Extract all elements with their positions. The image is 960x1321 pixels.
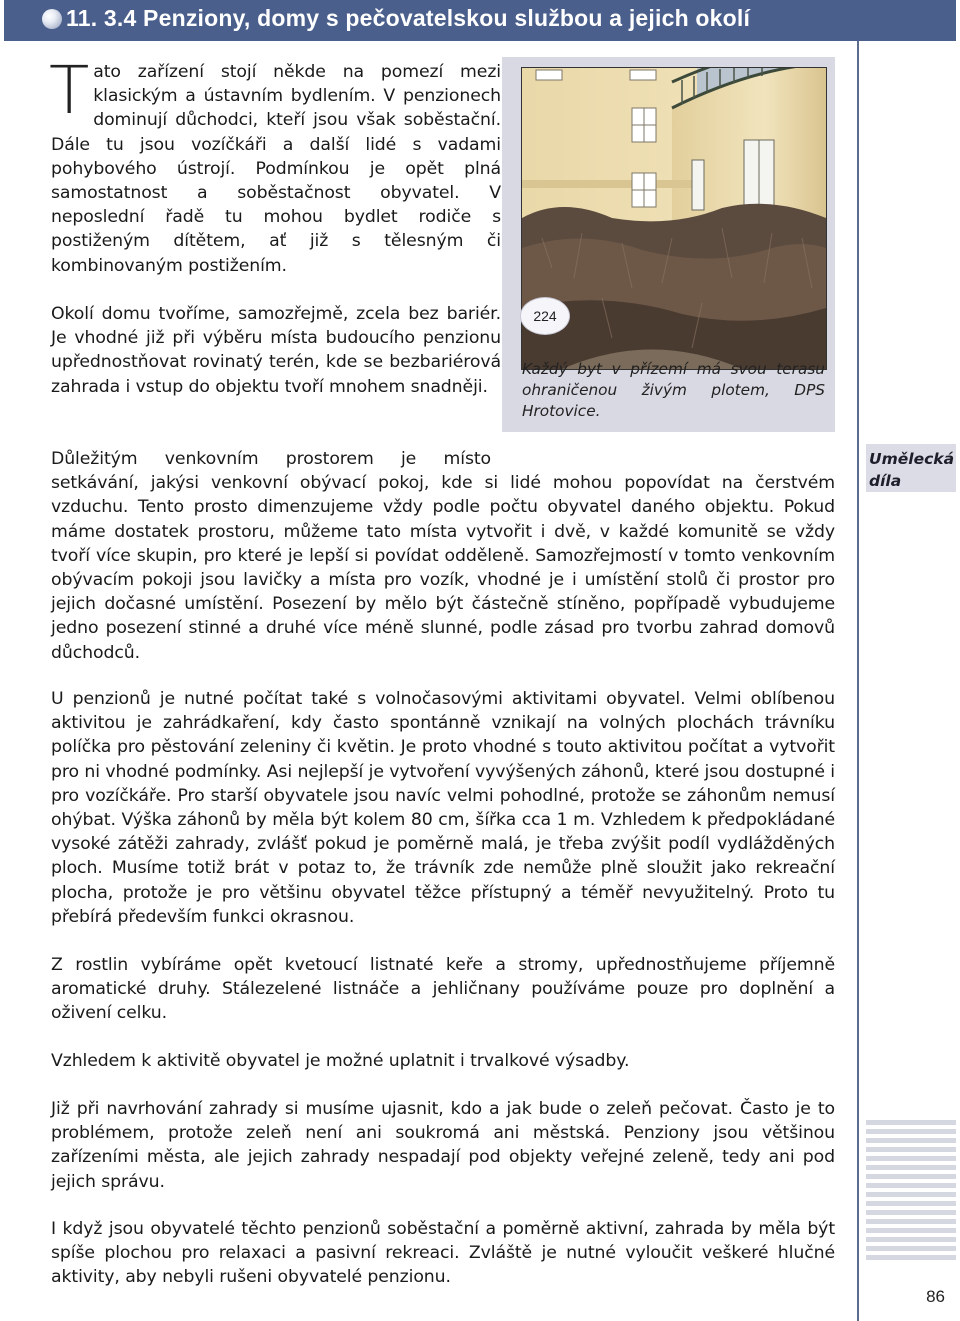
drop-cap: T	[49, 52, 90, 129]
body-paragraph-6: I když jsou obyvatelé těchto penzionů soběstační a poměrně aktivní, zahrada by měla být spíše plochou pro relaxaci a pasivní rekreaci. Zvláště je nutné vyloučit veškeré hlučné aktivity, aby nebyli rušeni obyvatelé penzionu.	[51, 1219, 835, 1288]
stripe	[866, 1183, 956, 1188]
stripe	[866, 1129, 956, 1134]
page-number: 86	[926, 1287, 945, 1306]
section-side-label: Umělecká díla	[866, 444, 956, 492]
stripe	[866, 1246, 956, 1251]
stripe	[866, 1219, 956, 1224]
figure-number-badge: 224	[520, 297, 570, 335]
stripe	[866, 1201, 956, 1206]
stripe	[866, 1192, 956, 1197]
stripe	[866, 1228, 956, 1233]
chapter-header	[4, 0, 956, 41]
stripe	[866, 1156, 956, 1161]
intro-paragraph	[49, 52, 501, 278]
intro-text: ato zařízení stojí někde na pomezí mezi klasickým a ústavním bydlením. V penzionech dominují důchodci, kteří jsou však soběstační. Dále tu jsou vozíčkáři a další lidé s vadami pohybového ústrojí. Podmínkou je opět plná samostatnost a soběstačnost obyvatel. V neposlední řadě tu mohou bydlet rodiče s postiženým dítětem, ať již s tělesným či kombinovaným postižením.	[51, 62, 501, 276]
chapter-title: 11. 3.4 Penziony, domy s pečovatelskou službou a jejich okolí	[66, 5, 751, 31]
body-paragraph-1	[51, 447, 835, 665]
stripe	[866, 1147, 956, 1152]
body-paragraph-4: Vzhledem k aktivitě obyvatel je možné uplatnit i trvalkové výsadby.	[51, 1051, 630, 1071]
body-paragraph-5: Již při navrhování zahrady si musíme ujasnit, kdo a jak bude o zeleň pečovat. Často je to problémem, protože zeleň není ani soukromá ani městská. Penziony jsou většinou zařízeními města, ale jejich zahrady nespadají pod objekty veřejné zeleně, tedy ani pod jejich správu.	[51, 1099, 835, 1192]
paragraph-text: setkávání, jakýsi venkovní obývací pokoj, kde si lidé mohou popovídat na čerstvém vzduchu. Tento prosto dimenzujeme vždy podle počtu obyvatel daného objektu. Pokud máme dostatek prostoru, můžeme tato místa vytvořit i dvě, v každé komunitě se vždy tvoří více skupin, pro které je lepší si povídat odděleně. Samozřejmostí v tomto venkovním obývacím pokoji jsou lavičky a místa pro vozík, vhodné je i umístění stolů či prostor pro jejich dočasné umístění. Posezení by mělo být částečně stíněno, popřípadě vybudujeme jedno posezení stinné a druhé více méně slunné, podle zásad pro tvorbu zahrad domovů důchodců.	[51, 473, 835, 663]
stripe	[866, 1237, 956, 1242]
body-paragraph-2: U penzionů je nutné počítat také s volnočasovými aktivitami obyvatel. Velmi oblíbenou aktivitou je zahrádkaření, kdy často spontánně vznikají na volných plochách trávníku políčka pro pěstování zeleniny či květin. Je proto vhodné s touto aktivitou počítat a vytvořit pro ni vhodné podmínky. Asi nejlepší je vytvoření vyvýšených záhonů, které jsou dostupné i pro vozíčkáře. Pro starší obyvatele jsou navíc velmi pohodlné, protože se záhonům nemusí ohýbat. Výška záhonů by měla být kolem 80 cm, šířka cca 1 m. Vzhledem k předpokládané vysoké zátěži zahrady, zvlášť pokud je poměrně malá, je třeba zvýšit podíl vydlážděných ploch. Musíme totiž brát v potaz to, že trávník zde nemůže plně sloužit jako rekreační plocha, protože je pro většinu obyvatel těžce přístupný a téměř nevyužitelný. Proto tu přebírá především funkci okrasnou.	[51, 689, 835, 927]
figure-box	[502, 57, 835, 432]
stripe	[866, 1165, 956, 1170]
stripe	[866, 1120, 956, 1125]
body-paragraph-3: Z rostlin vybíráme opět kvetoucí listnaté keře a stromy, upřednostňujeme příjemně aromatické druhy. Stálezelené listnáče a jehličnany používáme pouze pro doplnění a oživení celku.	[51, 955, 835, 1024]
figure-caption: Každý byt v přízemí má svou terasu ohraničenou živým plotem, DPS Hrotovice.	[522, 360, 825, 420]
decorative-stripes	[866, 1120, 956, 1264]
margin-rule	[857, 41, 859, 1321]
stripe	[866, 1255, 956, 1260]
stripe	[866, 1138, 956, 1143]
intro-paragraph-2: Okolí domu tvoříme, samozřejmě, zcela bez bariér. Je vhodné již při výběru místa budoucího penzionu upřednostňovat rovinatý terén, kde se bezbariérová zahrada i vstup do objektu tvoří mnohem snadněji.	[51, 304, 501, 397]
stripe	[866, 1174, 956, 1179]
bullet-icon	[42, 9, 62, 29]
stripe	[866, 1210, 956, 1215]
paragraph-lead-line: Důležitým venkovním prostorem je místo	[51, 449, 491, 469]
